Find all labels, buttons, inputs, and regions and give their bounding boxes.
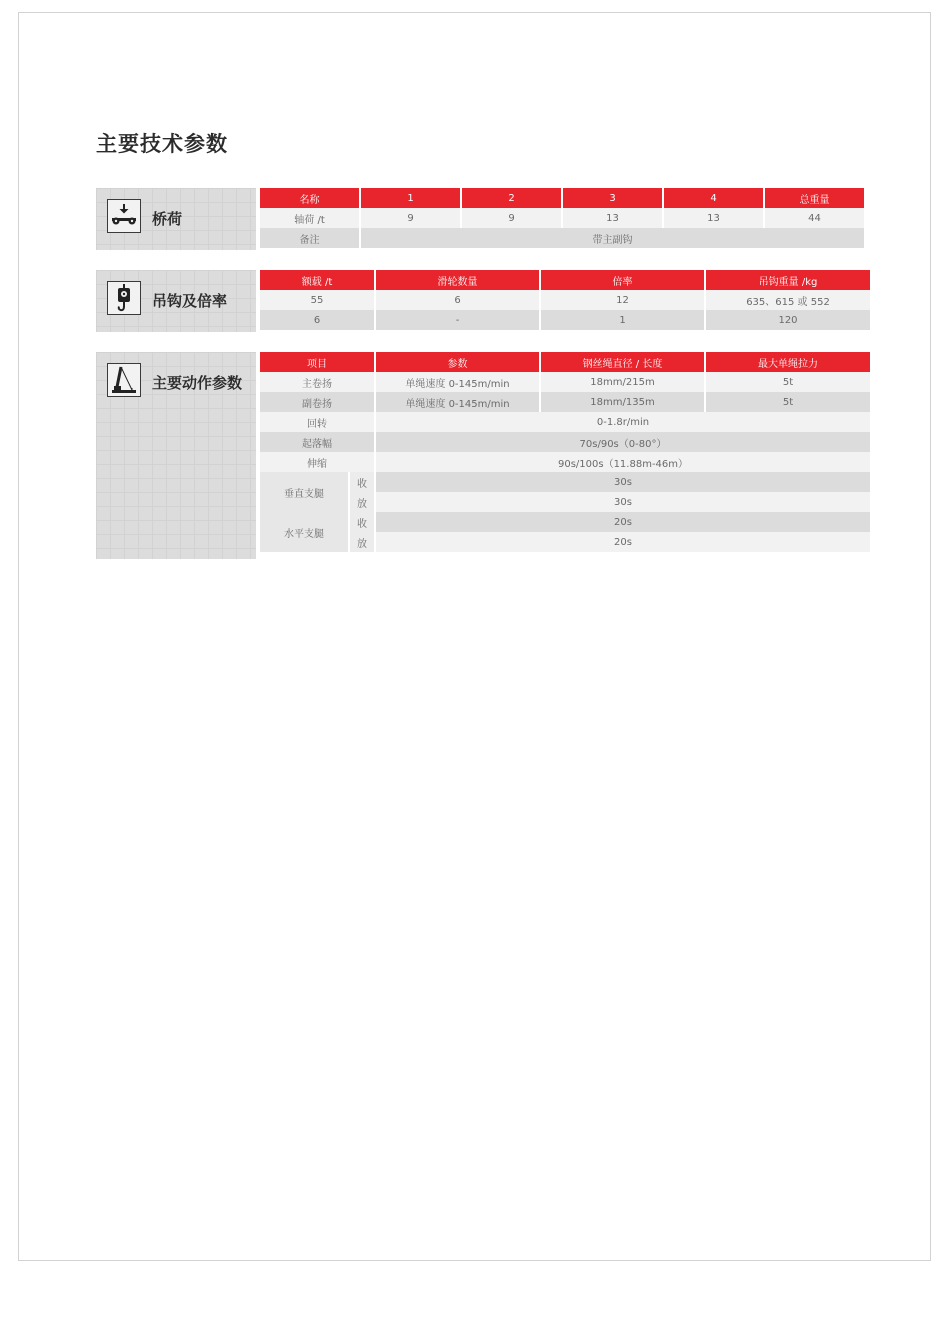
- header-cell: 钢丝绳直径 / 长度: [541, 352, 704, 372]
- row-label-cell: 轴荷 /t: [260, 208, 359, 228]
- bridge-load-label: 桥荷: [152, 210, 183, 228]
- table-cell: 90s/100s（11.88m-46m）: [376, 452, 870, 472]
- table-header-row: [260, 270, 870, 290]
- table-cell: 9: [462, 208, 561, 228]
- row-label-cell: 垂直支腿: [260, 472, 348, 512]
- row-label-cell: 起落幅: [260, 432, 374, 452]
- header-cell: 吊钩重量 /kg: [706, 270, 870, 290]
- sub-label-cell: 收: [350, 472, 374, 492]
- motion-params-side-panel: [96, 352, 256, 559]
- table-cell: 单绳速度 0-145m/min: [376, 392, 539, 412]
- sub-label-cell: 放: [350, 492, 374, 512]
- table-row: [260, 472, 870, 492]
- hook-ratio-label: 吊钩及倍率: [152, 292, 228, 310]
- table-cell: 5t: [706, 372, 870, 392]
- hook-ratio-side-panel: [96, 270, 256, 332]
- header-cell: 总重量: [765, 188, 864, 208]
- hook-ratio-section: [96, 270, 868, 332]
- table-cell: 18mm/215m: [541, 372, 704, 392]
- crane-hook-icon: [107, 281, 141, 315]
- table-row: [260, 492, 870, 512]
- row-label-cell: 伸缩: [260, 452, 374, 472]
- bridge-load-side-panel: [96, 188, 256, 250]
- bridge-load-section: [96, 188, 868, 250]
- table-cell: 带主副钩: [361, 228, 864, 248]
- table-row: [260, 310, 870, 330]
- table-row: [260, 512, 870, 532]
- table-cell: 20s: [376, 532, 870, 552]
- table-cell: 20s: [376, 512, 870, 532]
- table-cell: -: [376, 310, 539, 330]
- table-row: [260, 432, 870, 452]
- table-row: [260, 392, 870, 412]
- table-cell: 44: [765, 208, 864, 228]
- table-row: [260, 228, 864, 248]
- table-row: [260, 208, 864, 228]
- table-row: [260, 372, 870, 392]
- header-cell: 4: [664, 188, 763, 208]
- header-cell: 1: [361, 188, 460, 208]
- table-row: [260, 532, 870, 552]
- table-cell: 6: [376, 290, 539, 310]
- motion-params-label: 主要动作参数: [152, 374, 243, 392]
- header-cell: 最大单绳拉力: [706, 352, 870, 372]
- header-cell: 额载 /t: [260, 270, 374, 290]
- hook-ratio-table: [258, 270, 872, 330]
- sub-label-cell: 放: [350, 532, 374, 552]
- table-cell: 120: [706, 310, 870, 330]
- table-row: [260, 290, 870, 310]
- motion-params-section: [96, 352, 868, 559]
- table-cell: 30s: [376, 472, 870, 492]
- table-cell: 6: [260, 310, 374, 330]
- table-cell: 30s: [376, 492, 870, 512]
- crane-boom-icon: [107, 363, 141, 397]
- table-header-row: [260, 352, 870, 372]
- header-cell: 2: [462, 188, 561, 208]
- table-cell: 635、615 或 552: [706, 290, 870, 310]
- header-cell: 3: [563, 188, 662, 208]
- table-cell: 55: [260, 290, 374, 310]
- row-label-cell: 备注: [260, 228, 359, 248]
- table-cell: 70s/90s（0-80°）: [376, 432, 870, 452]
- table-header-row: [260, 188, 864, 208]
- sub-label-cell: 收: [350, 512, 374, 532]
- header-cell: 名称: [260, 188, 359, 208]
- bridge-load-table: [258, 188, 866, 248]
- row-label-cell: 回转: [260, 412, 374, 432]
- table-cell: 12: [541, 290, 704, 310]
- table-row: [260, 412, 870, 432]
- table-cell: 5t: [706, 392, 870, 412]
- header-cell: 参数: [376, 352, 539, 372]
- header-cell: 倍率: [541, 270, 704, 290]
- motion-params-table: [258, 352, 872, 552]
- row-label-cell: 副卷扬: [260, 392, 374, 412]
- table-cell: 13: [664, 208, 763, 228]
- table-cell: 1: [541, 310, 704, 330]
- page-title: 主要技术参数: [96, 132, 228, 156]
- header-cell: 项目: [260, 352, 374, 372]
- table-cell: 0-1.8r/min: [376, 412, 870, 432]
- table-cell: 9: [361, 208, 460, 228]
- table-cell: 单绳速度 0-145m/min: [376, 372, 539, 392]
- row-label-cell: 主卷扬: [260, 372, 374, 392]
- table-cell: 13: [563, 208, 662, 228]
- row-label-cell: 水平支腿: [260, 512, 348, 552]
- table-row: [260, 452, 870, 472]
- table-cell: 18mm/135m: [541, 392, 704, 412]
- axle-load-icon: [107, 199, 141, 233]
- header-cell: 滑轮数量: [376, 270, 539, 290]
